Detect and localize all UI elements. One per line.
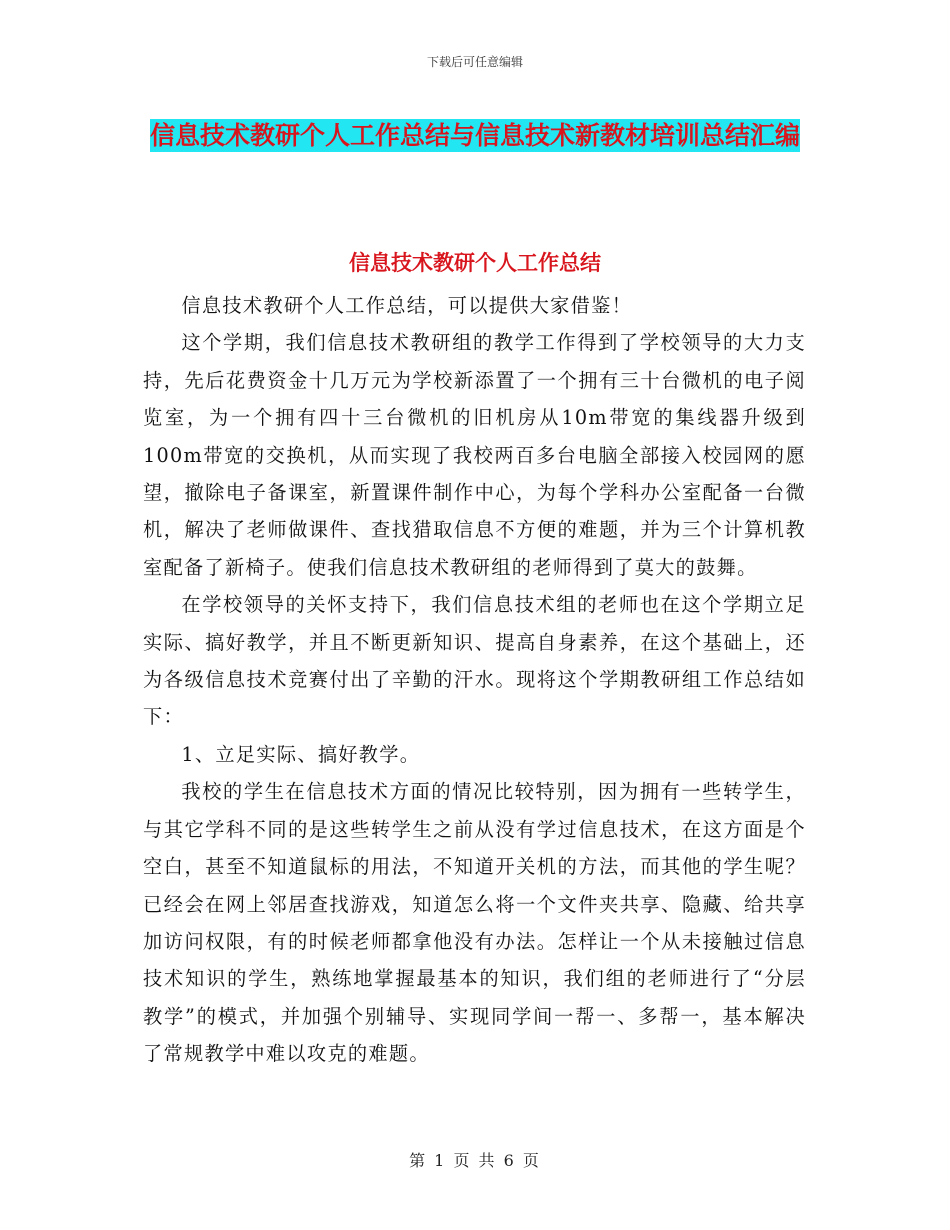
section-title: 信息技术教研个人工作总结 (349, 251, 601, 275)
paragraph-teaching: 我校的学生在信息技术方面的情况比较特别，因为拥有一些转学生，与其它学科不同的是这些转学生之前从没有学过信息技术，在这方面是个空白，甚至不知道鼠标的用法，不知道开关机的方法，而其他的学生呢？已经会在网上邻居查找游戏，知道怎么将一个文件夹共享、隐藏、给共享加访问权限，有的时候老师都拿他没有办法。怎样让一个从未接触过信息技术知识的学生，熟练地掌握最基本的知识，我们组的老师进行了“分层教学”的模式，并加强个别辅导、实现同学间一帮一、多帮一，基本解决了常规教学中难以攻克的难题。 (143, 780, 806, 1066)
document-title (140, 112, 810, 160)
body-text (143, 287, 806, 1073)
page-footer: 第 1 页 共 6 页 (409, 1151, 541, 1170)
paragraph-intro: 信息技术教研个人工作总结，可以提供大家借鉴！ (181, 294, 633, 317)
paragraph-item-1: 1、立足实际、搞好教学。 (181, 742, 421, 766)
paragraph-support: 这个学期，我们信息技术教研组的教学工作得到了学校领导的大力支持，先后花费资金十几万元为学校新添置了一个拥有三十台微机的电子阅览室，为一个拥有四十三台微机的旧机房从10m带宽的集线器升级到100m带宽的交换机，从而实现了我校两百多台电脑全部接入校园网的愿望，撤除电子备课室，新置课件制作中心，为每个学科办公室配备一台微机，解决了老师做课件、查找猎取信息不方便的难题，并为三个计算机教室配备了新椅子。使我们信息技术教研组的老师得到了莫大的鼓舞。 (143, 331, 806, 579)
paragraph-summary-intro: 在学校领导的关怀支持下，我们信息技术组的老师也在这个学期立足实际、搞好教学，并且不断更新知识、提高自身素养，在这个基础上，还为各级信息技术竞赛付出了辛勤的汗水。现将这个学期教研组工作总结如下： (143, 593, 806, 729)
title-highlight: 信息技术教研个人工作总结与信息技术新教材培训总结汇编 (149, 121, 800, 150)
header-note: 下载后可任意编辑 (426, 55, 523, 69)
